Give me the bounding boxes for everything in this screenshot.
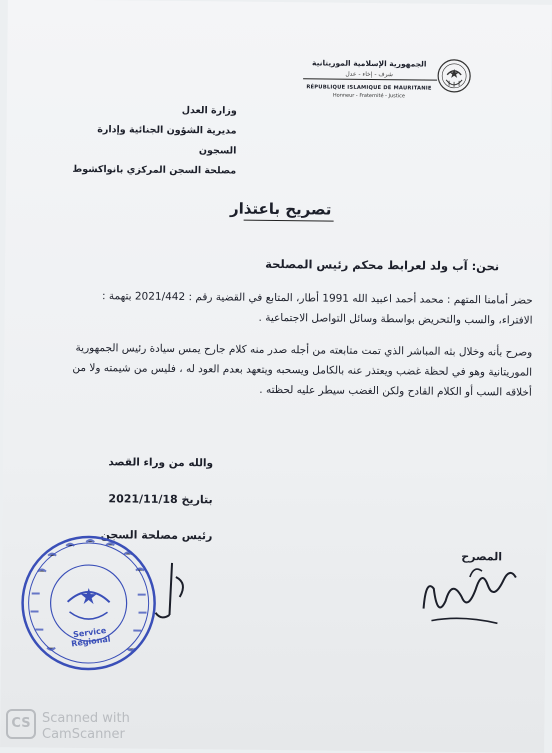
declarant-label: المصرح	[461, 549, 503, 564]
declarant-signature-icon	[411, 548, 522, 639]
document-date: بتاريخ 2021/11/18	[108, 492, 213, 507]
paragraph-appearance: حضر أمامنا المتهم : محمد أحمد اعبيد الله 1991 أطار، المتابع في القضية رقم : 2021/442 بتهمة : الافتراء، والسب والتحريض بواسطة وسائل التواصل الاجتماعية .	[101, 290, 533, 327]
watermark-line2: CamScanner	[42, 727, 125, 742]
document-title: تصريح باعتذار	[229, 199, 332, 219]
ministry-line: وزارة العدل	[181, 104, 237, 117]
republic-name-arabic: الجمهورية الإسلامية الموريتانية	[312, 58, 427, 69]
head-signature-label: رئيس مصلحة السجن	[100, 528, 213, 543]
watermark-line1: Scanned with	[42, 711, 130, 726]
closing-phrase: والله من وراء القصد	[108, 456, 214, 470]
camscanner-logo-icon: CS	[6, 709, 36, 739]
ministry-header	[66, 100, 237, 182]
stamp-label: Service Régional	[70, 626, 111, 649]
intro-line: نحن: آب ولد لعرابط محكم رئيس المصلحة	[265, 256, 500, 274]
paragraph-statement: وصرح بأنه وخلال بثه المباشر الذي تمت متابعته من أجله صدر منه كلام جارح يمس سيادة رئيس الجمهورية الموريتانية وهو في لحظة غضب ويعتذر عنه بالكامل ويسحبه ويتعهد بعدم العود له ، فليس من شيمته ولا من أخلاقه السب أو الكلام القادح ولكن الغضب سيطر عليه لحظته .	[72, 341, 533, 399]
national-emblem-icon	[437, 59, 471, 93]
ministry-line: مديرية الشؤون الجنائية وإدارة السجون	[97, 124, 237, 157]
republic-motto-french: Honneur - Fraternité - Justice	[332, 92, 405, 100]
republic-name-french: RÉPUBLIQUE ISLAMIQUE DE MAURITANIE	[306, 84, 432, 92]
ministry-line: مصلحة السجن المركزي بانواكشوط	[72, 163, 237, 177]
republic-motto-arabic: شرف - إخاء - عدل	[345, 70, 394, 79]
header-divider	[303, 78, 437, 80]
title-underline	[244, 220, 334, 222]
head-signature-icon	[131, 557, 202, 628]
